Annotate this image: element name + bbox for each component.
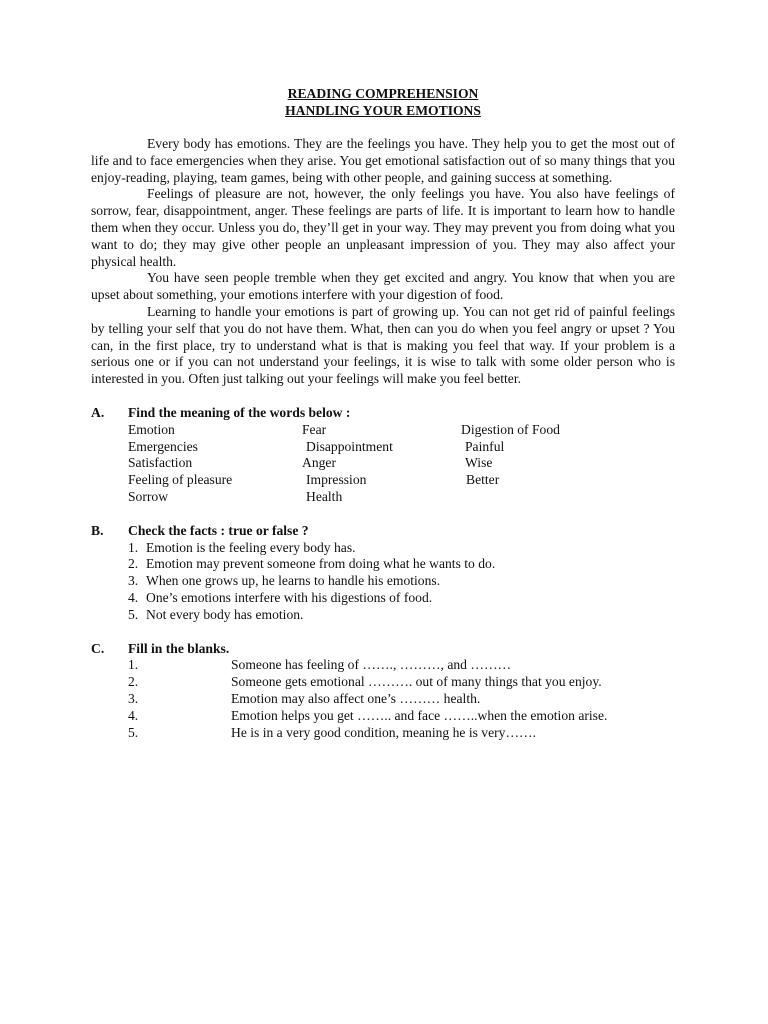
section-b-heading: Check the facts : true or false ? [128,522,309,538]
item-text: He is in a very good condition, meaning he is very……. [231,724,537,740]
list-item [128,607,675,624]
list-item [128,657,675,674]
item-text: Emotion is the feeling every body has. [146,539,356,555]
item-number: 4. [128,707,139,723]
reading-passage [91,136,675,388]
vocabulary-word: Fear [302,421,327,437]
item-number: 4. [128,589,139,605]
passage-paragraph: You have seen people tremble when they get excited and angry. You know that when you are upset about something, your emotions interfere with your digestion of food. [91,270,675,303]
vocabulary-word [461,489,626,506]
item-text: Emotion helps you get …….. and face ……..when the emotion arise. [231,707,608,723]
title-line-1: READING COMPREHENSION [287,86,479,101]
vocabulary-word: Digestion of Food [461,421,560,437]
item-text: Someone gets emotional ………. out of many things that you enjoy. [231,674,602,690]
true-false-list [128,540,675,624]
item-number: 2. [128,674,139,690]
title-line-2: HANDLING YOUR EMOTIONS [285,103,481,118]
item-number: 5. [128,606,139,622]
list-item [128,725,675,742]
vocabulary-row [128,439,626,456]
section-c [91,641,675,742]
item-text: One’s emotions interfere with his digestions of food. [146,589,433,605]
vocabulary-word: Wise [465,455,493,471]
section-b-letter: B. [91,522,104,538]
item-number: 3. [128,573,139,589]
section-c-heading: Fill in the blanks. [128,640,230,656]
vocabulary-word: Health [306,488,343,504]
passage-paragraph: Feelings of pleasure are not, however, the only feelings you have. You also have feelings of sorrow, fear, disappointment, anger. These feelings are parts of life. It is important to learn how to handle them when they occur. Unless you do, they’ll get in your way. They may prevent you from doing what you want to do; they may give other people an unpleasant impression of you. They may also affect your physical health. [91,186,675,269]
list-item [128,708,675,725]
item-text: Emotion may prevent someone from doing what he wants to do. [146,556,496,572]
vocabulary-row [128,489,626,506]
list-item [128,674,675,691]
vocabulary-word: Impression [306,472,367,488]
vocabulary-word: Better [466,472,500,488]
item-text: When one grows up, he learns to handle his emotions. [146,573,441,589]
vocabulary-word: Emotion [128,421,175,437]
item-number: 1. [128,539,139,555]
item-number: 5. [128,724,139,740]
item-text: Someone has feeling of ……., ………, and ……… [231,657,512,673]
passage-paragraph: Learning to handle your emotions is part of growing up. You can not get rid of painful feelings by telling your self that you do not have them. What, then can you do when you feel angry or upset ? You can, in the first place, try to understand what is that is making you feel that way. If your problem is a serious one or if you can not understand your feelings, it is wise to talk with some older person who is interested in you. Often just talking out your feelings will make you feel better. [91,303,675,387]
vocabulary-word: Painful [465,438,505,454]
section-c-letter: C. [91,640,105,656]
list-item [128,691,675,708]
section-b [91,523,675,624]
section-a-letter: A. [91,404,105,420]
vocabulary-row [128,472,626,489]
section-a [91,405,675,506]
vocabulary-word: Feeling of pleasure [128,472,233,488]
vocabulary-word: Disappointment [306,438,393,454]
item-number: 1. [128,657,139,673]
vocabulary-word: Emergencies [128,438,198,454]
document-page [91,85,675,741]
vocabulary-word: Anger [302,455,336,471]
vocabulary-row [128,455,626,472]
passage-paragraph: Every body has emotions. They are the feelings you have. They help you to get the most out of life and to face emergencies when they arise. You get emotional satisfaction out of so many things that you enjoy-reading, playing, team games, being with other people, and gaining success at something. [91,136,675,185]
item-text: Not every body has emotion. [146,606,304,622]
list-item [128,556,675,573]
item-text: Emotion may also affect one’s ……… health. [231,690,481,706]
vocabulary-word: Sorrow [128,488,169,504]
document-title [91,85,675,119]
list-item [128,590,675,607]
item-number: 2. [128,556,139,572]
vocabulary-row [128,422,626,439]
section-a-heading: Find the meaning of the words below : [128,404,351,420]
item-number: 3. [128,690,139,706]
vocabulary-table [128,422,626,506]
list-item [128,540,675,557]
fill-in-blanks-list [128,657,675,741]
list-item [128,573,675,590]
vocabulary-word: Satisfaction [128,455,193,471]
